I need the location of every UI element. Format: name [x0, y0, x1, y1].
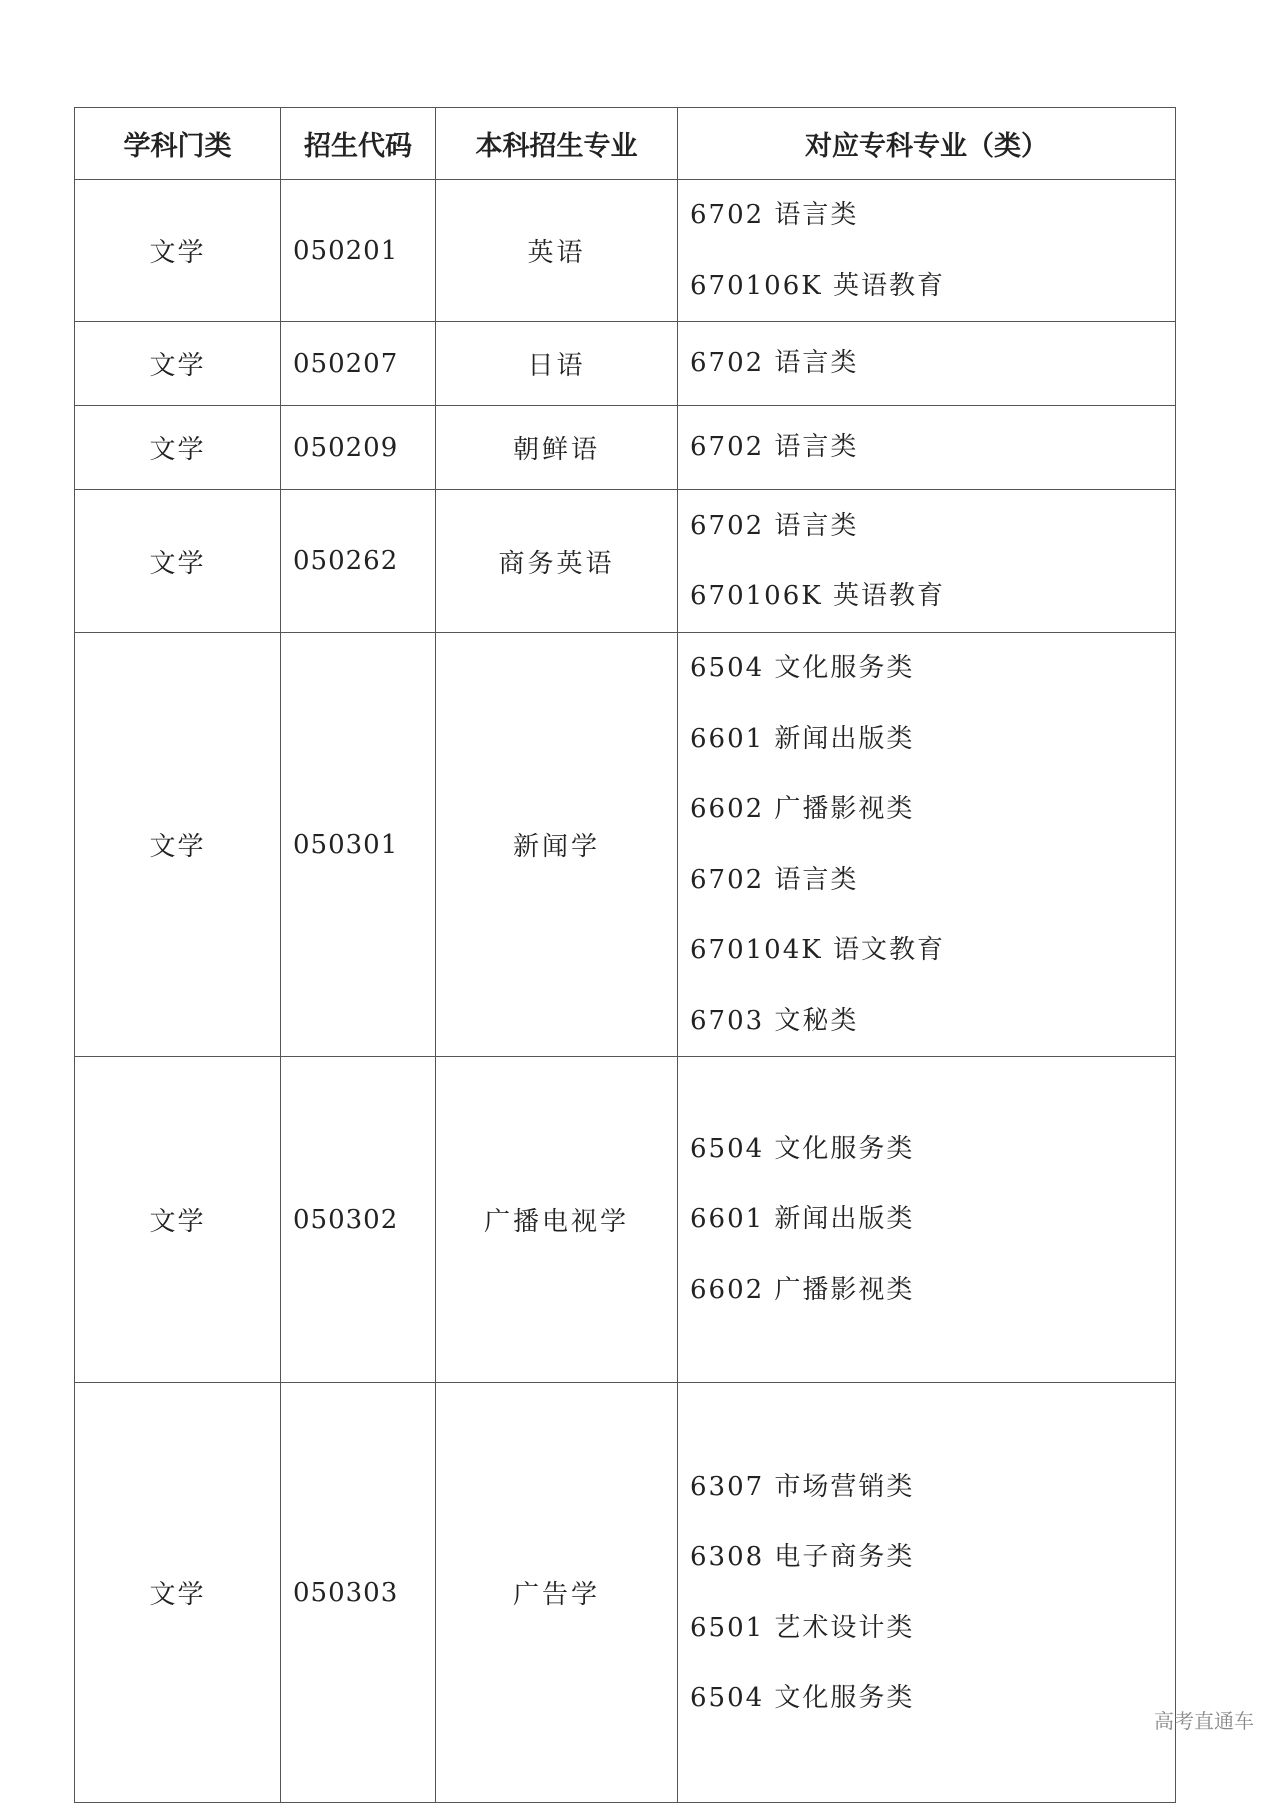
- corresponding-item: 6504 文化服务类: [690, 1133, 915, 1164]
- corresponding-item: 6702 语言类: [690, 510, 859, 541]
- major-cell: 朝鲜语: [436, 406, 678, 490]
- corresponding-cell: [678, 406, 1176, 490]
- corresponding-item: 670106K 英语教育: [690, 581, 945, 611]
- corresponding-cell: [678, 322, 1176, 406]
- table-row: [75, 1383, 1176, 1803]
- header-code: 招生代码: [281, 108, 436, 180]
- category-cell: 文学: [75, 633, 281, 1057]
- corresponding-cell: [678, 1383, 1176, 1803]
- code-cell: 050207: [281, 322, 436, 406]
- header-corresponding: 对应专科专业（类）: [678, 108, 1176, 180]
- corresponding-item: 6601 新闻出版类: [690, 723, 915, 754]
- table-row: [75, 490, 1176, 633]
- code-cell: 050303: [281, 1383, 436, 1803]
- category-cell: 文学: [75, 406, 281, 490]
- corresponding-item: 6307 市场营销类: [690, 1471, 915, 1502]
- category-cell: 文学: [75, 322, 281, 406]
- corresponding-cell: [678, 633, 1176, 1057]
- corresponding-item: 6703 文秘类: [690, 1005, 859, 1036]
- corresponding-item: 6702 语言类: [690, 432, 859, 463]
- header-category: 学科门类: [75, 108, 281, 180]
- corresponding-cell: [678, 180, 1176, 322]
- table-row: [75, 1057, 1176, 1383]
- watermark: 高考直通车: [1154, 1709, 1254, 1733]
- table-row: [75, 633, 1176, 1057]
- majors-table: [74, 107, 1176, 1803]
- corresponding-item: 6702 语言类: [690, 200, 859, 230]
- corresponding-item: 6504 文化服务类: [690, 1683, 915, 1713]
- table-row: [75, 406, 1176, 490]
- corresponding-item: 6602 广播影视类: [690, 794, 915, 824]
- code-cell: 050301: [281, 633, 436, 1057]
- corresponding-item: 670106K 英语教育: [690, 270, 945, 301]
- code-cell: 050302: [281, 1057, 436, 1383]
- code-cell: 050201: [281, 180, 436, 322]
- corresponding-cell: [678, 1057, 1176, 1383]
- table-row: [75, 322, 1176, 406]
- category-cell: 文学: [75, 1383, 281, 1803]
- corresponding-item: 6601 新闻出版类: [690, 1204, 915, 1235]
- major-cell: 广播电视学: [436, 1057, 678, 1383]
- corresponding-cell: [678, 490, 1176, 633]
- header-major: 本科招生专业: [436, 108, 678, 180]
- table-header-row: [75, 108, 1176, 180]
- code-cell: 050262: [281, 490, 436, 633]
- corresponding-item: 6504 文化服务类: [690, 653, 915, 683]
- major-cell: 日语: [436, 322, 678, 406]
- corresponding-item: 670104K 语文教育: [690, 935, 945, 965]
- category-cell: 文学: [75, 490, 281, 633]
- corresponding-item: 6602 广播影视类: [690, 1274, 915, 1305]
- corresponding-item: 6702 语言类: [690, 348, 859, 379]
- category-cell: 文学: [75, 180, 281, 322]
- corresponding-item: 6702 语言类: [690, 864, 859, 895]
- major-cell: 广告学: [436, 1383, 678, 1803]
- corresponding-item: 6308 电子商务类: [690, 1542, 915, 1572]
- code-cell: 050209: [281, 406, 436, 490]
- category-cell: 文学: [75, 1057, 281, 1383]
- corresponding-item: 6501 艺术设计类: [690, 1612, 915, 1643]
- major-cell: 英语: [436, 180, 678, 322]
- table-row: [75, 180, 1176, 322]
- major-cell: 新闻学: [436, 633, 678, 1057]
- major-cell: 商务英语: [436, 490, 678, 633]
